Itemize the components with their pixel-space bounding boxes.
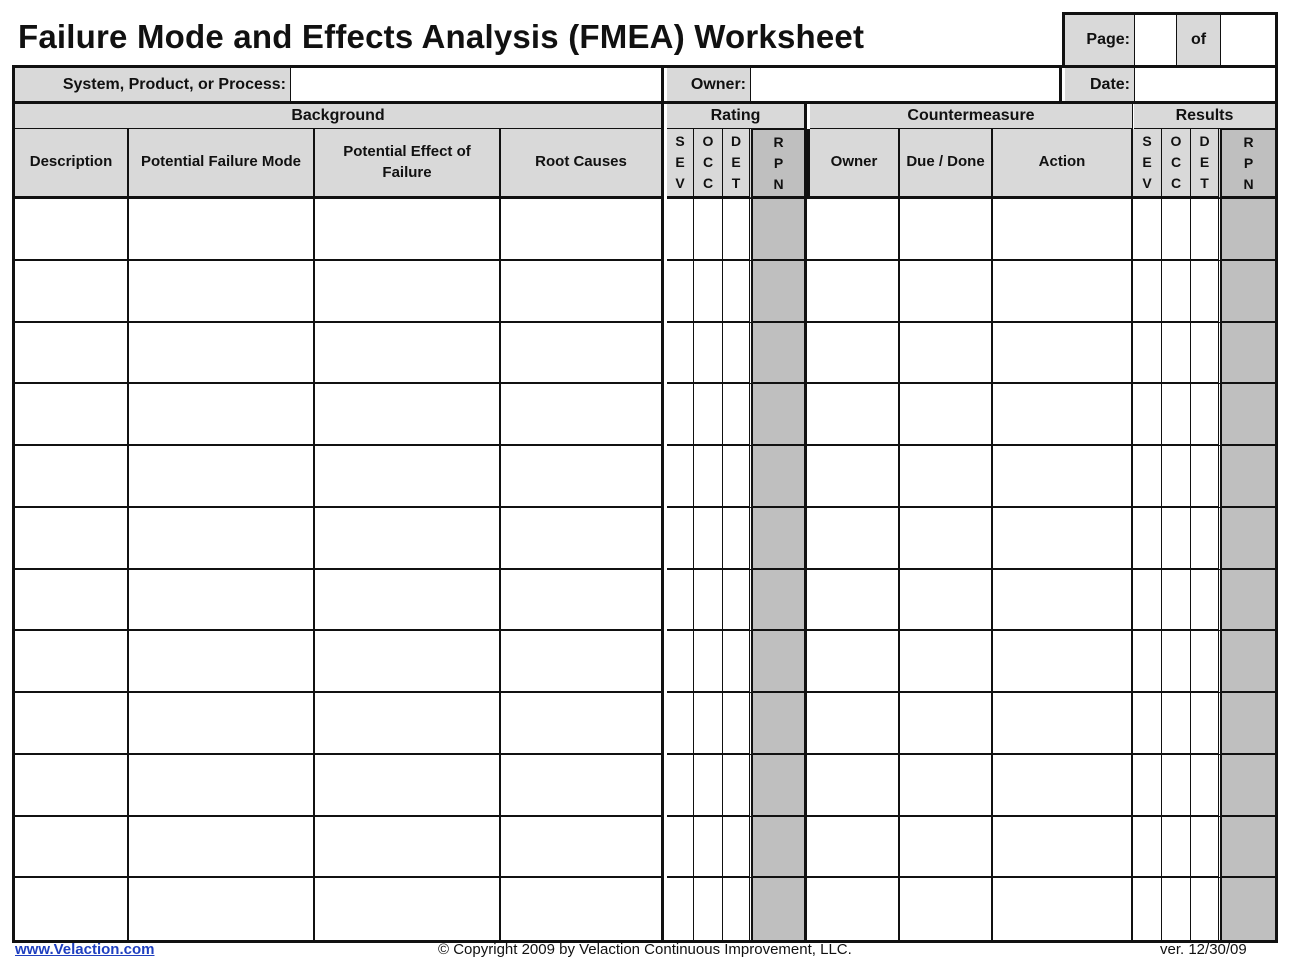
cell-r-rpn[interactable] xyxy=(1221,631,1275,693)
table-body xyxy=(15,199,1275,940)
cell-r-occ[interactable] xyxy=(1162,570,1191,632)
cell-r-occ[interactable] xyxy=(1162,878,1191,940)
cell-r-occ[interactable] xyxy=(1162,199,1191,261)
cell-due-done[interactable] xyxy=(900,631,993,693)
cell-action[interactable] xyxy=(993,755,1133,817)
cell-description[interactable] xyxy=(15,817,129,879)
cell-det[interactable] xyxy=(723,199,752,261)
cell-r-det[interactable] xyxy=(1191,570,1221,632)
cell-owner[interactable] xyxy=(807,199,900,261)
cell-description[interactable] xyxy=(15,261,129,323)
cell-due-done[interactable] xyxy=(900,755,993,817)
cell-due-done[interactable] xyxy=(900,508,993,570)
cell-det[interactable] xyxy=(723,261,752,323)
cell-action[interactable] xyxy=(993,508,1133,570)
cell-action[interactable] xyxy=(993,570,1133,632)
cell-effect[interactable] xyxy=(315,199,501,261)
cell-rpn[interactable] xyxy=(752,323,807,385)
cell-r-rpn[interactable] xyxy=(1221,570,1275,632)
cell-due-done[interactable] xyxy=(900,817,993,879)
cell-r-sev[interactable] xyxy=(1133,261,1162,323)
cell-det[interactable] xyxy=(723,570,752,632)
cell-r-occ[interactable] xyxy=(1162,323,1191,385)
sev-letter: S xyxy=(1142,133,1152,149)
sev-letter: E xyxy=(675,154,685,170)
system-label: System, Product, or Process: xyxy=(15,68,291,101)
cell-rpn[interactable] xyxy=(752,693,807,755)
cell-failure-mode[interactable] xyxy=(129,446,315,508)
cell-root-causes[interactable] xyxy=(501,384,664,446)
cell-owner[interactable] xyxy=(807,755,900,817)
cell-r-occ[interactable] xyxy=(1162,693,1191,755)
cell-action[interactable] xyxy=(993,817,1133,879)
cell-r-det[interactable] xyxy=(1191,384,1221,446)
cell-r-rpn[interactable] xyxy=(1221,755,1275,817)
cell-owner[interactable] xyxy=(807,878,900,940)
rpn-letter: P xyxy=(1243,154,1254,171)
cell-det[interactable] xyxy=(723,384,752,446)
cell-failure-mode[interactable] xyxy=(129,261,315,323)
cell-occ[interactable] xyxy=(694,817,723,879)
cell-description[interactable] xyxy=(15,631,129,693)
cell-rpn[interactable] xyxy=(752,570,807,632)
cell-r-det[interactable] xyxy=(1191,631,1221,693)
col-sev xyxy=(667,129,694,199)
cell-occ[interactable] xyxy=(694,323,723,385)
cell-owner[interactable] xyxy=(807,817,900,879)
cell-due-done[interactable] xyxy=(900,570,993,632)
occ-letter: O xyxy=(702,133,714,149)
cell-effect[interactable] xyxy=(315,508,501,570)
col-potential-failure-mode: Potential Failure Mode xyxy=(129,129,315,199)
rpn-letter: P xyxy=(773,154,784,171)
cell-r-det[interactable] xyxy=(1191,446,1221,508)
cell-root-causes[interactable] xyxy=(501,878,664,940)
det-letter: T xyxy=(731,175,741,191)
table-row xyxy=(15,199,1275,261)
cell-root-causes[interactable] xyxy=(501,817,664,879)
cell-root-causes[interactable] xyxy=(501,508,664,570)
cell-r-rpn[interactable] xyxy=(1221,261,1275,323)
cell-r-occ[interactable] xyxy=(1162,446,1191,508)
occ-letter: C xyxy=(1170,175,1182,191)
cell-r-occ[interactable] xyxy=(1162,755,1191,817)
table-row xyxy=(15,384,1275,446)
cell-owner[interactable] xyxy=(807,446,900,508)
cell-effect[interactable] xyxy=(315,693,501,755)
section-rating: Rating xyxy=(667,104,807,129)
cell-root-causes[interactable] xyxy=(501,446,664,508)
cell-r-det[interactable] xyxy=(1191,323,1221,385)
table-row xyxy=(15,508,1275,570)
cell-owner[interactable] xyxy=(807,261,900,323)
cell-rpn[interactable] xyxy=(752,631,807,693)
cell-description[interactable] xyxy=(15,755,129,817)
col-description: Description xyxy=(15,129,129,199)
det-letter: E xyxy=(731,154,741,170)
cell-root-causes[interactable] xyxy=(501,631,664,693)
cell-action[interactable] xyxy=(993,693,1133,755)
cell-r-sev[interactable] xyxy=(1133,446,1162,508)
cell-occ[interactable] xyxy=(694,199,723,261)
cell-occ[interactable] xyxy=(694,508,723,570)
cell-action[interactable] xyxy=(993,199,1133,261)
cell-sev[interactable] xyxy=(667,384,694,446)
table-row xyxy=(15,570,1275,632)
cell-det[interactable] xyxy=(723,323,752,385)
cell-r-rpn[interactable] xyxy=(1221,446,1275,508)
cell-occ[interactable] xyxy=(694,261,723,323)
cell-r-det[interactable] xyxy=(1191,878,1221,940)
cell-r-sev[interactable] xyxy=(1133,817,1162,879)
col-due-done: Due / Done xyxy=(900,129,993,199)
cell-action[interactable] xyxy=(993,323,1133,385)
rpn-letter: R xyxy=(773,133,784,150)
cell-occ[interactable] xyxy=(694,446,723,508)
cell-det[interactable] xyxy=(723,817,752,879)
cell-due-done[interactable] xyxy=(900,878,993,940)
cell-r-occ[interactable] xyxy=(1162,261,1191,323)
col-result-sev xyxy=(1133,129,1162,199)
cell-effect[interactable] xyxy=(315,755,501,817)
det-letter: D xyxy=(1199,133,1210,149)
cell-r-occ[interactable] xyxy=(1162,384,1191,446)
cell-r-sev[interactable] xyxy=(1133,755,1162,817)
cell-rpn[interactable] xyxy=(752,508,807,570)
version-text: ver. 12/30/09 xyxy=(1160,941,1247,958)
owner-field[interactable] xyxy=(752,68,1062,101)
table-row xyxy=(15,323,1275,385)
cell-sev[interactable] xyxy=(667,693,694,755)
cell-action[interactable] xyxy=(993,631,1133,693)
section-background: Background xyxy=(15,104,664,129)
cell-action[interactable] xyxy=(993,384,1133,446)
cell-sev[interactable] xyxy=(667,878,694,940)
cell-root-causes[interactable] xyxy=(501,570,664,632)
system-field[interactable] xyxy=(292,68,664,101)
cell-det[interactable] xyxy=(723,878,752,940)
owner-label: Owner: xyxy=(667,68,751,101)
rpn-letter: N xyxy=(773,175,784,192)
table-row xyxy=(15,261,1275,323)
det-letter: E xyxy=(1199,154,1210,170)
cell-description[interactable] xyxy=(15,199,129,261)
page-total-field[interactable] xyxy=(1221,15,1275,65)
col-result-occ xyxy=(1162,129,1191,199)
cell-rpn[interactable] xyxy=(752,261,807,323)
cell-effect[interactable] xyxy=(315,384,501,446)
cell-occ[interactable] xyxy=(694,631,723,693)
table-row xyxy=(15,878,1275,940)
cell-r-sev[interactable] xyxy=(1133,508,1162,570)
cell-sev[interactable] xyxy=(667,261,694,323)
cell-r-det[interactable] xyxy=(1191,199,1221,261)
copyright-text: © Copyright 2009 by Velaction Continuous Improvement, LLC. xyxy=(438,941,852,958)
cell-occ[interactable] xyxy=(694,693,723,755)
cell-r-rpn[interactable] xyxy=(1221,508,1275,570)
table-row xyxy=(15,631,1275,693)
cell-root-causes[interactable] xyxy=(501,261,664,323)
cell-effect[interactable] xyxy=(315,817,501,879)
cell-rpn[interactable] xyxy=(752,446,807,508)
col-action: Action xyxy=(993,129,1133,199)
cell-root-causes[interactable] xyxy=(501,693,664,755)
cell-description[interactable] xyxy=(15,384,129,446)
cell-r-rpn[interactable] xyxy=(1221,693,1275,755)
page-number-field[interactable] xyxy=(1135,15,1177,65)
cell-root-causes[interactable] xyxy=(501,323,664,385)
cell-sev[interactable] xyxy=(667,508,694,570)
cell-description[interactable] xyxy=(15,570,129,632)
col-owner: Owner xyxy=(807,129,900,199)
cell-failure-mode[interactable] xyxy=(129,384,315,446)
col-result-rpn xyxy=(1221,129,1275,199)
cell-r-sev[interactable] xyxy=(1133,384,1162,446)
cell-det[interactable] xyxy=(723,693,752,755)
cell-failure-mode[interactable] xyxy=(129,508,315,570)
cell-r-det[interactable] xyxy=(1191,755,1221,817)
occ-letter: C xyxy=(702,154,714,170)
website-link[interactable] xyxy=(15,941,154,958)
cell-r-occ[interactable] xyxy=(1162,817,1191,879)
cell-r-rpn[interactable] xyxy=(1221,323,1275,385)
det-letter: D xyxy=(730,133,742,149)
of-label: of xyxy=(1177,15,1221,65)
col-det xyxy=(723,129,752,199)
cell-r-sev[interactable] xyxy=(1133,570,1162,632)
cell-action[interactable] xyxy=(993,878,1133,940)
cell-r-rpn[interactable] xyxy=(1221,878,1275,940)
table-row xyxy=(15,693,1275,755)
cell-effect[interactable] xyxy=(315,323,501,385)
page-label: Page: xyxy=(1065,15,1135,65)
website-link-text[interactable]: www.Velaction.com xyxy=(15,941,155,958)
cell-effect[interactable] xyxy=(315,446,501,508)
cell-rpn[interactable] xyxy=(752,878,807,940)
cell-owner[interactable] xyxy=(807,631,900,693)
cell-r-sev[interactable] xyxy=(1133,323,1162,385)
cell-sev[interactable] xyxy=(667,199,694,261)
sev-letter: V xyxy=(1142,175,1152,191)
cell-r-det[interactable] xyxy=(1191,817,1221,879)
page-title: Failure Mode and Effects Analysis (FMEA) Worksheet xyxy=(18,18,865,55)
col-occ xyxy=(694,129,723,199)
cell-r-occ[interactable] xyxy=(1162,631,1191,693)
cell-description[interactable] xyxy=(15,693,129,755)
cell-r-det[interactable] xyxy=(1191,693,1221,755)
cell-description[interactable] xyxy=(15,508,129,570)
rpn-letter: N xyxy=(1243,175,1254,192)
cell-det[interactable] xyxy=(723,508,752,570)
cell-det[interactable] xyxy=(723,446,752,508)
cell-owner[interactable] xyxy=(807,570,900,632)
cell-sev[interactable] xyxy=(667,817,694,879)
cell-due-done[interactable] xyxy=(900,384,993,446)
cell-due-done[interactable] xyxy=(900,199,993,261)
cell-description[interactable] xyxy=(15,878,129,940)
cell-owner[interactable] xyxy=(807,508,900,570)
cell-failure-mode[interactable] xyxy=(129,693,315,755)
occ-letter: C xyxy=(702,175,714,191)
cell-failure-mode[interactable] xyxy=(129,631,315,693)
cell-effect[interactable] xyxy=(315,261,501,323)
cell-occ[interactable] xyxy=(694,878,723,940)
cell-action[interactable] xyxy=(993,446,1133,508)
cell-r-rpn[interactable] xyxy=(1221,199,1275,261)
cell-owner[interactable] xyxy=(807,384,900,446)
cell-occ[interactable] xyxy=(694,384,723,446)
cell-failure-mode[interactable] xyxy=(129,570,315,632)
table-row xyxy=(15,817,1275,879)
cell-occ[interactable] xyxy=(694,570,723,632)
cell-r-sev[interactable] xyxy=(1133,199,1162,261)
cell-sev[interactable] xyxy=(667,570,694,632)
col-potential-effect: Potential Effect of Failure xyxy=(315,129,501,199)
cell-sev[interactable] xyxy=(667,631,694,693)
cell-description[interactable] xyxy=(15,446,129,508)
cell-failure-mode[interactable] xyxy=(129,323,315,385)
det-letter: T xyxy=(1200,175,1209,191)
cell-failure-mode[interactable] xyxy=(129,755,315,817)
cell-due-done[interactable] xyxy=(900,446,993,508)
cell-det[interactable] xyxy=(723,631,752,693)
cell-rpn[interactable] xyxy=(752,199,807,261)
table-row xyxy=(15,446,1275,508)
cell-effect[interactable] xyxy=(315,878,501,940)
cell-r-sev[interactable] xyxy=(1133,631,1162,693)
cell-r-rpn[interactable] xyxy=(1221,817,1275,879)
cell-failure-mode[interactable] xyxy=(129,817,315,879)
cell-root-causes[interactable] xyxy=(501,199,664,261)
sev-letter: E xyxy=(1142,154,1152,170)
col-result-det xyxy=(1191,129,1221,199)
cell-failure-mode[interactable] xyxy=(129,878,315,940)
cell-sev[interactable] xyxy=(667,323,694,385)
cell-r-rpn[interactable] xyxy=(1221,384,1275,446)
cell-r-det[interactable] xyxy=(1191,508,1221,570)
cell-occ[interactable] xyxy=(694,755,723,817)
cell-owner[interactable] xyxy=(807,323,900,385)
sev-letter: V xyxy=(675,175,685,191)
cell-sev[interactable] xyxy=(667,755,694,817)
date-field[interactable] xyxy=(1136,68,1275,101)
cell-rpn[interactable] xyxy=(752,384,807,446)
table-row xyxy=(15,755,1275,817)
cell-due-done[interactable] xyxy=(900,261,993,323)
cell-action[interactable] xyxy=(993,261,1133,323)
col-root-causes: Root Causes xyxy=(501,129,664,199)
cell-rpn[interactable] xyxy=(752,755,807,817)
cell-due-done[interactable] xyxy=(900,693,993,755)
cell-failure-mode[interactable] xyxy=(129,199,315,261)
cell-due-done[interactable] xyxy=(900,323,993,385)
section-countermeasure: Countermeasure xyxy=(810,104,1133,129)
cell-r-det[interactable] xyxy=(1191,261,1221,323)
sev-letter: S xyxy=(675,133,685,149)
cell-sev[interactable] xyxy=(667,446,694,508)
cell-r-sev[interactable] xyxy=(1133,878,1162,940)
cell-det[interactable] xyxy=(723,755,752,817)
cell-effect[interactable] xyxy=(315,631,501,693)
cell-r-occ[interactable] xyxy=(1162,508,1191,570)
occ-letter: C xyxy=(1170,154,1182,170)
cell-description[interactable] xyxy=(15,323,129,385)
cell-rpn[interactable] xyxy=(752,817,807,879)
section-results: Results xyxy=(1134,104,1275,129)
occ-letter: O xyxy=(1170,133,1182,149)
rpn-letter: R xyxy=(1243,133,1254,150)
cell-owner[interactable] xyxy=(807,693,900,755)
date-label: Date: xyxy=(1065,68,1135,101)
cell-effect[interactable] xyxy=(315,570,501,632)
cell-root-causes[interactable] xyxy=(501,755,664,817)
col-rpn xyxy=(752,129,807,199)
cell-r-sev[interactable] xyxy=(1133,693,1162,755)
